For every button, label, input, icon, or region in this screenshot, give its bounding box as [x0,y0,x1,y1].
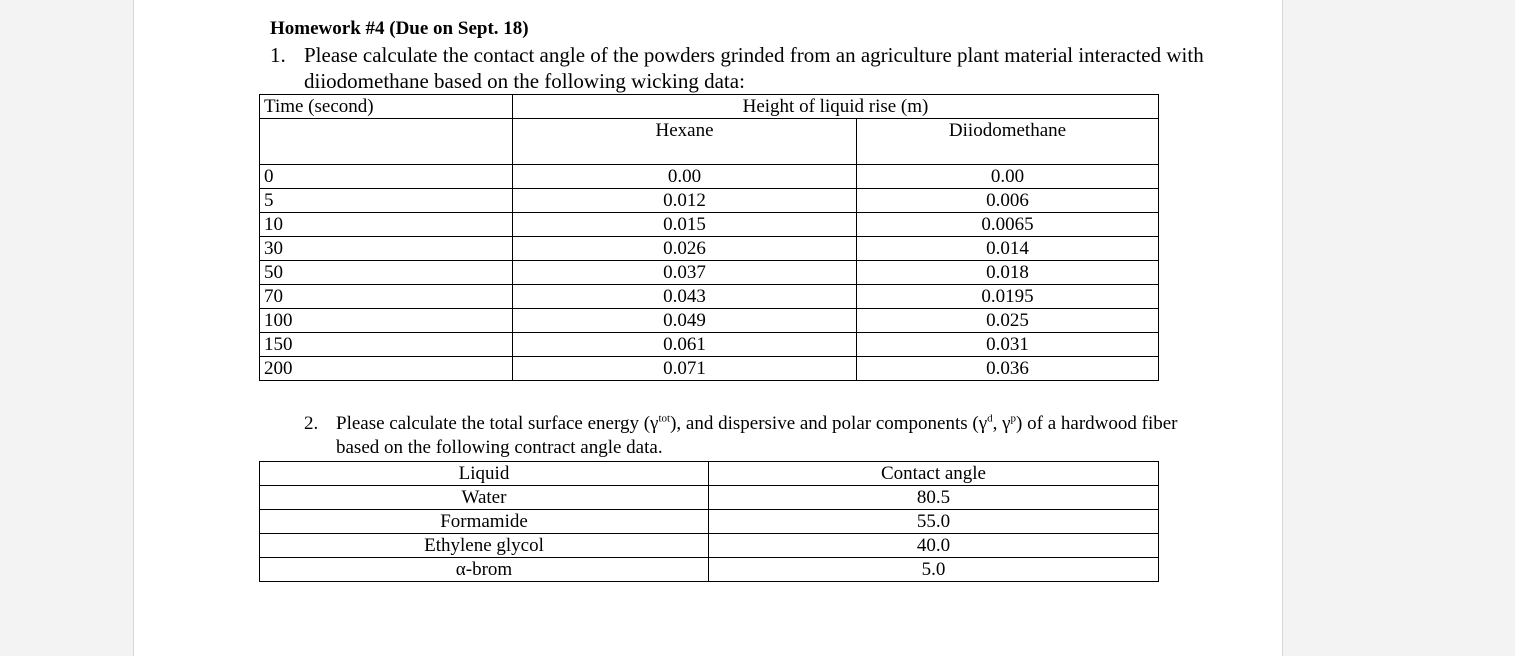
time-cell: 70 [260,285,513,309]
hexane-cell: 0.061 [513,333,857,357]
document-page [133,0,1283,656]
time-cell: 0 [260,165,513,189]
diiodomethane-cell: 0.0065 [857,213,1159,237]
contact-angle-cell: 40.0 [709,534,1159,558]
table-row [260,237,1159,261]
header-time: Time (second) [260,95,513,119]
time-cell: 5 [260,189,513,213]
time-cell: 30 [260,237,513,261]
table-row [260,261,1159,285]
table-row [260,189,1159,213]
table-row [260,165,1159,189]
diiodomethane-cell: 0.014 [857,237,1159,261]
hexane-cell: 0.00 [513,165,857,189]
table-row [260,333,1159,357]
time-cell: 150 [260,333,513,357]
question-1-number: 1. [270,43,286,67]
diiodomethane-cell: 0.006 [857,189,1159,213]
hexane-cell: 0.049 [513,309,857,333]
contact-angle-cell: 5.0 [709,558,1159,582]
table-row [260,558,1159,582]
diiodomethane-cell: 0.025 [857,309,1159,333]
table-subheader-row [260,119,1159,165]
diiodomethane-cell: 0.00 [857,165,1159,189]
contact-angle-cell: 55.0 [709,510,1159,534]
header-hexane: Hexane [513,119,857,165]
hexane-cell: 0.015 [513,213,857,237]
question-2-number: 2. [304,413,319,434]
table-row [260,285,1159,309]
header-liquid: Liquid [260,462,709,486]
table-row [260,510,1159,534]
hexane-cell: 0.043 [513,285,857,309]
table-row [260,534,1159,558]
table-row [260,486,1159,510]
time-cell: 200 [260,357,513,381]
table-row [260,213,1159,237]
time-cell: 100 [260,309,513,333]
header-diiodomethane: Diiodomethane [857,119,1159,165]
time-cell: 10 [260,213,513,237]
table-header-row [260,462,1159,486]
diiodomethane-cell: 0.018 [857,261,1159,285]
diiodomethane-cell: 0.036 [857,357,1159,381]
hexane-cell: 0.037 [513,261,857,285]
diiodomethane-cell: 0.031 [857,333,1159,357]
question-2-text: Please calculate the total surface energy $(\gamma^{tot})$, and dispersive and polar components ($\gamma^d$, $\gamma^p$) of a hardwood fiber based on the following contract angle data. [336,412,1178,458]
diiodomethane-cell: 0.0195 [857,285,1159,309]
hexane-cell: 0.012 [513,189,857,213]
table-row [260,357,1159,381]
contact-angle-cell: 80.5 [709,486,1159,510]
contact-angle-table [259,461,1159,582]
question-1-text: Please calculate the contact angle of the powders grinded from an agriculture plant material interacted with diiodomethane based on the following wicking data: [304,43,1204,93]
hexane-cell: 0.026 [513,237,857,261]
liquid-cell: α-brom [260,558,709,582]
liquid-cell: Water [260,486,709,510]
empty-cell [260,119,513,165]
liquid-cell: Ethylene glycol [260,534,709,558]
liquid-cell: Formamide [260,510,709,534]
wicking-data-table [259,94,1159,381]
table-header-row [260,95,1159,119]
header-height: Height of liquid rise (m) [513,95,1159,119]
header-contact-angle: Contact angle [709,462,1159,486]
table-row [260,309,1159,333]
time-cell: 50 [260,261,513,285]
homework-title: Homework #4 (Due on Sept. 18) [270,18,529,39]
hexane-cell: 0.071 [513,357,857,381]
